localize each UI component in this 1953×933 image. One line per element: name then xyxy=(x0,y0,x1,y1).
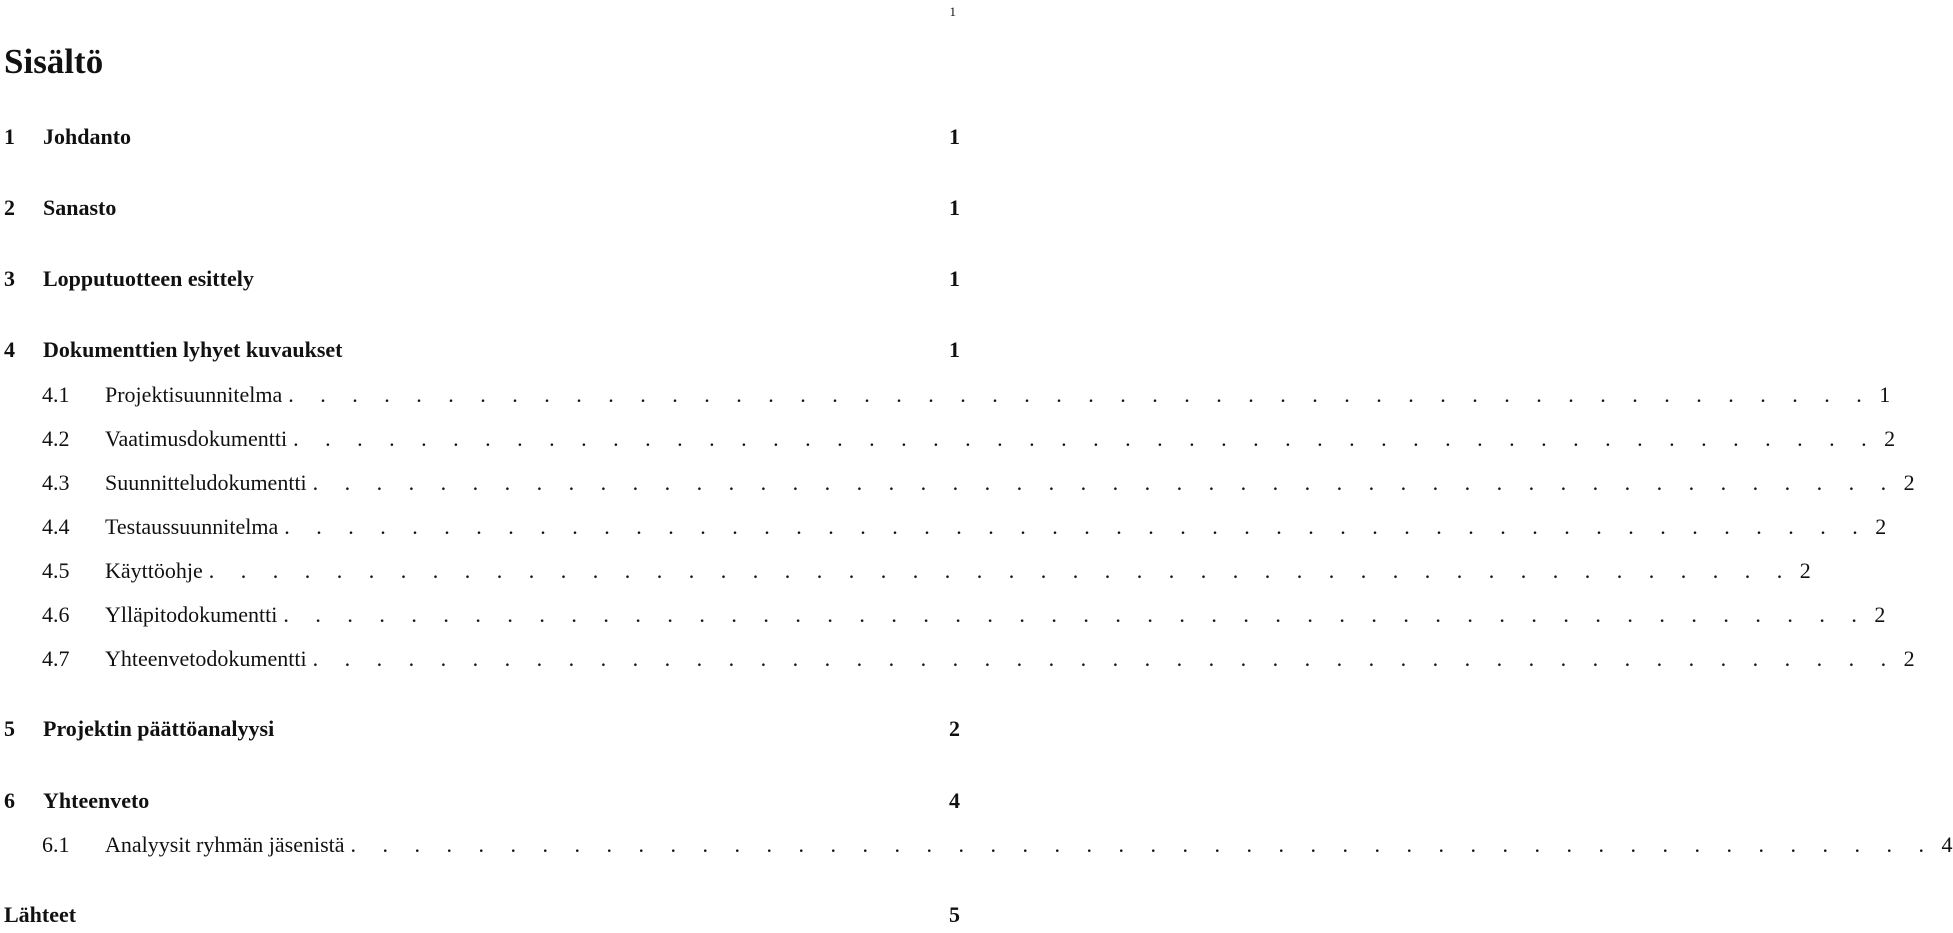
chapter-title: Lähteet xyxy=(4,902,77,927)
section-number: 4.2 xyxy=(42,426,70,451)
section-number: 4.3 xyxy=(42,470,70,495)
chapter-number: 2 xyxy=(4,195,15,220)
section-page: 2 xyxy=(1799,558,1811,583)
chapter-title: Lopputuotteen esittely xyxy=(43,266,254,291)
section-page: 4 xyxy=(1941,832,1953,857)
toc-section-4-1[interactable] xyxy=(4,377,1891,413)
chapter-number: 1 xyxy=(4,124,15,149)
dot-leader: . . . . . . . . . . . . . . . . . . . . . . . . . . . . . . . . . . . . . . . . . . . . . . . . . . xyxy=(288,382,1873,407)
chapter-page: 1 xyxy=(949,124,960,149)
section-title: Projektisuunnitelma xyxy=(105,382,283,407)
chapter-title: Dokumenttien lyhyet kuvaukset xyxy=(43,337,343,362)
chapter-page: 1 xyxy=(949,266,960,291)
dot-leader: . . . . . . . . . . . . . . . . . . . . . . . . . . . . . . . . . . . . . . . . . . . . . . . . . . xyxy=(312,646,1897,671)
toc-chapter-5[interactable] xyxy=(4,711,960,747)
chapter-title: Sanasto xyxy=(43,195,117,220)
section-page: 2 xyxy=(1903,470,1915,495)
toc-chapter-1[interactable] xyxy=(4,119,960,155)
chapter-number: 4 xyxy=(4,337,15,362)
toc-chapter-4[interactable] xyxy=(4,332,960,368)
section-title: Analyysit ryhmän jäsenistä xyxy=(105,832,345,857)
dot-leader: . . . . . . . . . . . . . . . . . . . . . . . . . . . . . . . . . . . . . . . . . . . . . . . . . . xyxy=(293,426,1878,451)
chapter-page: 5 xyxy=(949,902,960,927)
toc-section-4-6[interactable] xyxy=(4,597,1886,633)
toc-chapter-2[interactable] xyxy=(4,190,960,226)
toc-section-6-1[interactable] xyxy=(4,827,1953,863)
toc-section-4-2[interactable] xyxy=(4,421,1896,457)
dot-leader: . . . . . . . . . . . . . . . . . . . . . . . . . . . . . . . . . . . . . . . . . . . . . . . . . . xyxy=(284,514,1869,539)
chapter-number: 3 xyxy=(4,266,15,291)
toc-references[interactable] xyxy=(4,897,960,933)
section-number: 6.1 xyxy=(42,832,70,857)
section-number: 4.5 xyxy=(42,558,70,583)
chapter-title: Yhteenveto xyxy=(43,788,150,813)
section-title: Testaussuunnitelma xyxy=(105,514,279,539)
section-page: 1 xyxy=(1879,382,1891,407)
toc-section-4-5[interactable] xyxy=(4,553,1811,589)
section-title: Käyttöohje xyxy=(105,558,203,583)
chapter-page: 1 xyxy=(949,337,960,362)
section-page: 2 xyxy=(1884,426,1896,451)
section-page: 2 xyxy=(1903,646,1915,671)
toc-chapter-3[interactable] xyxy=(4,261,960,297)
page-number: 1 xyxy=(949,4,956,19)
chapter-number: 5 xyxy=(4,716,15,741)
section-page: 2 xyxy=(1874,602,1886,627)
section-title: Yhteenvetodokumentti xyxy=(105,646,307,671)
chapter-page: 1 xyxy=(949,195,960,220)
dot-leader: . . . . . . . . . . . . . . . . . . . . . . . . . . . . . . . . . . . . . . . . . . . . . . . . . . xyxy=(283,602,1868,627)
toc-title: Sisältö xyxy=(4,42,104,81)
dot-leader: . . . . . . . . . . . . . . . . . . . . . . . . . . . . . . . . . . . . . . . . . . . . . . . . . . xyxy=(312,470,1897,495)
dot-leader: . . . . . . . . . . . . . . . . . . . . . . . . . . . . . . . . . . . . . . . . . . . . . . . . . . xyxy=(350,832,1935,857)
section-number: 4.4 xyxy=(42,514,70,539)
chapter-title: Projektin päättöanalyysi xyxy=(43,716,275,741)
section-number: 4.6 xyxy=(42,602,70,627)
section-title: Suunnitteludokumentti xyxy=(105,470,307,495)
section-number: 4.1 xyxy=(42,382,70,407)
section-title: Ylläpitodokumentti xyxy=(105,602,278,627)
section-number: 4.7 xyxy=(42,646,70,671)
chapter-page: 2 xyxy=(949,716,960,741)
toc-chapter-6[interactable] xyxy=(4,783,960,819)
chapter-number: 6 xyxy=(4,788,15,813)
table-of-contents xyxy=(4,0,1953,930)
toc-section-4-4[interactable] xyxy=(4,509,1887,545)
chapter-title: Johdanto xyxy=(43,124,132,149)
chapter-page: 4 xyxy=(949,788,960,813)
toc-section-4-3[interactable] xyxy=(4,465,1915,501)
section-page: 2 xyxy=(1875,514,1887,539)
section-title: Vaatimusdokumentti xyxy=(105,426,288,451)
dot-leader: . . . . . . . . . . . . . . . . . . . . . . . . . . . . . . . . . . . . . . . . . . . . . . . . . . xyxy=(208,558,1793,583)
toc-section-4-7[interactable] xyxy=(4,641,1915,677)
